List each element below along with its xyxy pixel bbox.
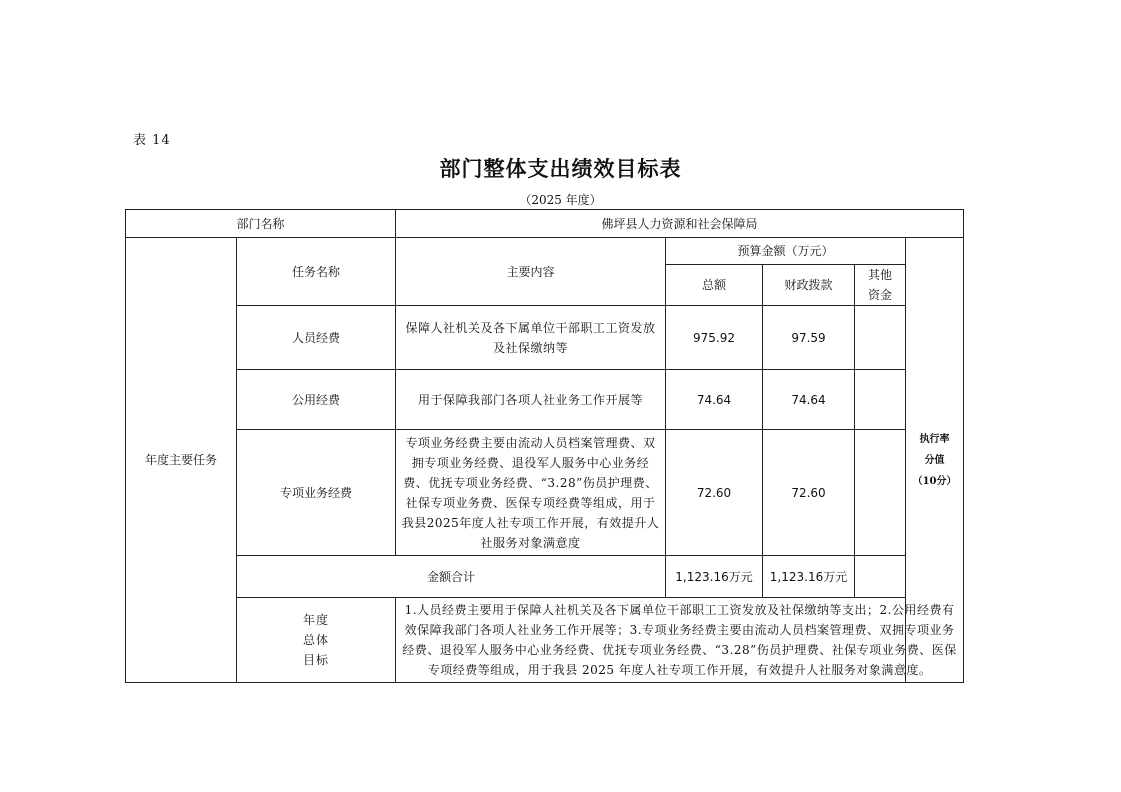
table-number-label: 表 14 [133,133,171,148]
sum-other-cell [855,556,906,598]
fiscal-amount-cell: 97.59 [763,306,855,370]
total-amount-cell: 74.64 [666,370,763,430]
performance-table [125,209,964,683]
dept-name-label: 部门名称 [126,210,396,238]
task-content-cell: 用于保障我部门各项人社业务工作开展等 [396,370,666,430]
other-amount-cell [855,430,906,556]
budget-header: 预算金额（万元） [666,238,906,265]
annual-goal-text: 1.人员经费主要用于保障人社机关及各下属单位干部职工工资发放及社保缴纳等支出；2.公用经费有效保障我部门各项人社业务工作开展等；3.专项业务经费主要由流动人员档案管理费、双拥专项业务经费、退役军人服务中心业务经费、优抚专项业务经费、“3.28”伤员护理费、社保专项业务费、医保专项经费等组成，用于我县 2025 年度人社专项工作开展，有效提升人社服务对象满意度。 [396,598,964,683]
other-amount-cell [855,370,906,430]
annual-task-label: 年度主要任务 [126,238,237,683]
year-subtitle: （2025 年度） [519,193,602,207]
goal-row [126,598,964,683]
task-content-cell: 保障人社机关及各下属单位干部职工工资发放及社保缴纳等 [396,306,666,370]
dept-row [126,210,964,238]
total-header: 总额 [666,265,763,306]
score-value: （10分） [912,475,957,487]
sum-label: 金额合计 [237,556,666,598]
goal-label-line1: 年度 [303,613,330,627]
table-row [126,370,964,430]
total-amount-cell: 975.92 [666,306,763,370]
other-amount-cell [855,306,906,370]
header-row-1 [126,238,964,265]
task-name-cell: 公用经费 [237,370,396,430]
task-name-cell: 人员经费 [237,306,396,370]
task-name-header: 任务名称 [237,238,396,306]
sum-fiscal-cell: 1,123.16万元 [763,556,855,598]
score-label: 分值 [924,454,945,466]
task-content-cell: 专项业务经费主要由流动人员档案管理费、双拥专项业务经费、退役军人服务中心业务经费、优抚专项业务经费、“3.28”伤员护理费、社保专项业务费、医保专项经费等组成，用于我县2025年度人社专项工作开展，有效提升人社服务对象满意度 [396,430,666,556]
fiscal-header: 财政拨款 [763,265,855,306]
goal-label-line2: 总体 [303,633,330,647]
fiscal-amount-cell: 72.60 [763,430,855,556]
sum-row [126,556,964,598]
annual-goal-label [237,598,396,683]
goal-label-line3: 目标 [303,653,330,667]
other-header-line2: 资金 [868,288,893,302]
sum-total-cell: 1,123.16万元 [666,556,763,598]
other-funds-header [855,265,906,306]
total-amount-cell: 72.60 [666,430,763,556]
table-row [126,306,964,370]
dept-name-value: 佛坪县人力资源和社会保障局 [396,210,964,238]
execution-rate-label: 执行率 [919,433,950,445]
other-header-line1: 其他 [868,268,893,282]
fiscal-amount-cell: 74.64 [763,370,855,430]
page-title: 部门整体支出绩效目标表 [439,157,682,181]
task-name-cell: 专项业务经费 [237,430,396,556]
content-header: 主要内容 [396,238,666,306]
table-row [126,430,964,556]
